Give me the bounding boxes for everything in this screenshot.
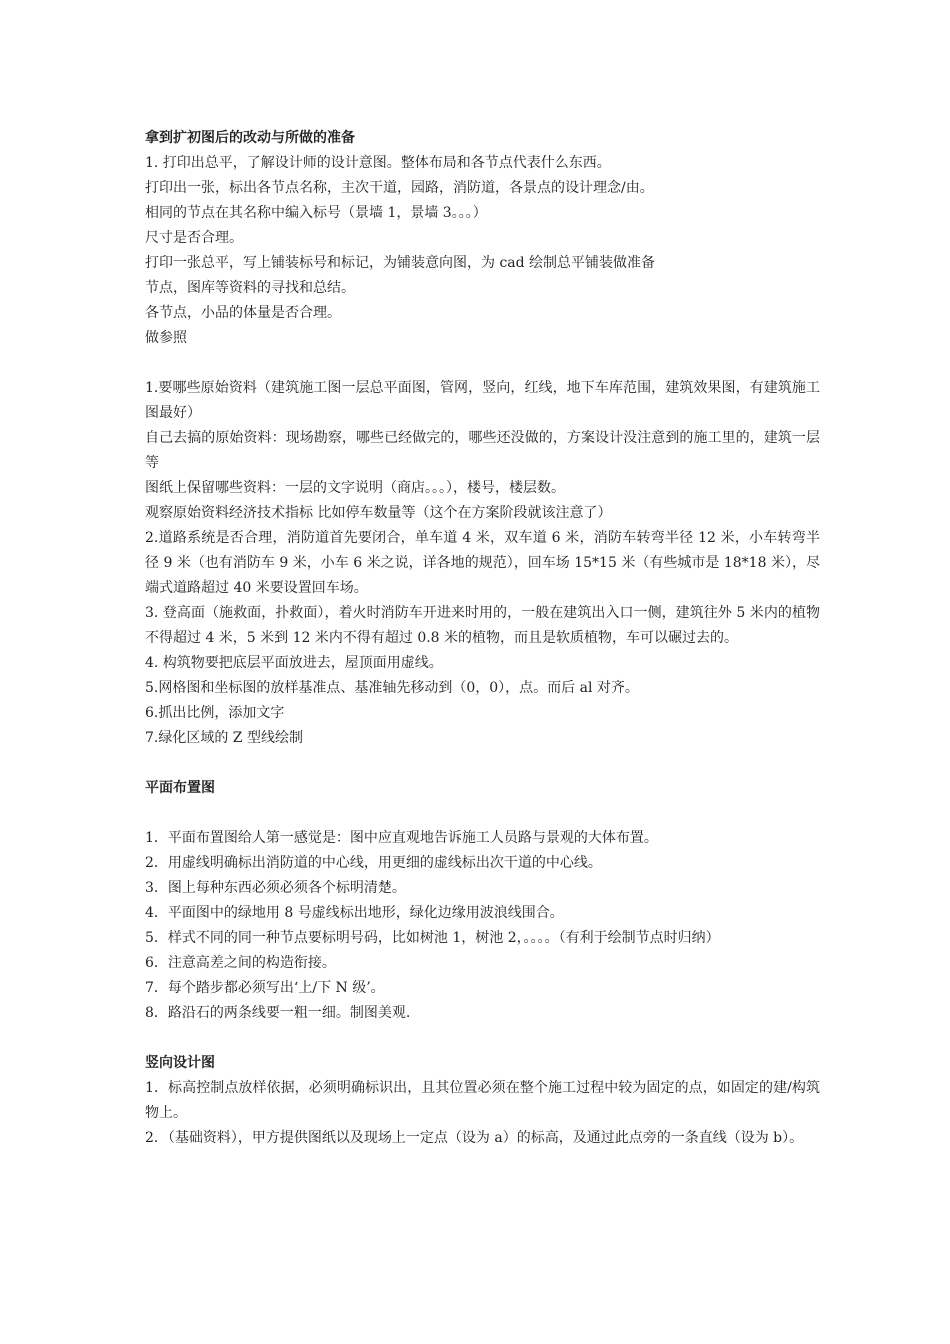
- paragraph-line: 6.抓出比例，添加文字: [145, 705, 285, 721]
- section-heading-layout-plan: 平面布置图: [145, 780, 215, 796]
- paragraph-line: 打印出一张，标出各节点名称，主次干道，园路，消防道，各景点的设计理念/由。: [145, 180, 654, 196]
- list-item: 2．用虚线明确标出消防道的中心线，用更细的虚线标出次干道的中心线。: [145, 855, 602, 871]
- list-item: 1．平面布置图给人第一感觉是：图中应直观地告诉施工人员路与景观的大体布置。: [145, 830, 658, 846]
- list-item: 6．注意高差之间的构造衔接。: [145, 955, 336, 971]
- paragraph-line: 相同的节点在其名称中编入标号（景墙 1，景墙 3。。。）: [145, 205, 487, 221]
- paragraph-line: 节点，图库等资料的寻找和总结。: [145, 280, 355, 296]
- paragraph-line: 7.绿化区域的 Z 型线绘制: [145, 730, 303, 746]
- blank-line: [145, 751, 820, 776]
- blank-line: [145, 801, 820, 826]
- section-heading-vertical-design: 竖向设计图: [145, 1055, 215, 1071]
- list-item: 3．图上每种东西必须必须各个标明清楚。: [145, 880, 406, 896]
- list-item: 7．每个踏步都必须写出‘上/下 N 级’。: [145, 980, 385, 996]
- blank-line: [145, 1026, 820, 1051]
- paragraph-line: 3. 登高面（施救面，扑救面），着火时消防车开进来时用的，一般在建筑出入口一侧，建筑往外 5 米内的植物不得超过 4 米，5 米到 12 米内不得有超过 0.8 米的植物，而且是软质植物，车可以碾过去的。: [145, 605, 820, 646]
- paragraph-line: 5.网格图和坐标图的放样基准点、基准轴先移动到（0，0），点。而后 al 对齐。: [145, 680, 639, 696]
- document-page: [145, 126, 820, 1151]
- blank-line: [145, 351, 820, 376]
- paragraph-line: 做参照: [145, 330, 187, 346]
- paragraph-line: 4. 构筑物要把底层平面放进去，屋顶面用虚线。: [145, 655, 443, 671]
- paragraph-line: 打印一张总平，写上铺装标号和标记，为铺装意向图，为 cad 绘制总平铺装做准备: [145, 255, 656, 271]
- paragraph-line: 自己去搞的原始资料：现场勘察，哪些已经做完的，哪些还没做的，方案设计没注意到的施工里的，建筑一层等: [145, 430, 820, 471]
- list-item: 2．（基础资料），甲方提供图纸以及现场上一定点（设为 a）的标高，及通过此点旁的一条直线（设为 b）。: [145, 1130, 804, 1146]
- paragraph-line: 尺寸是否合理。: [145, 230, 243, 246]
- list-item: 1．标高控制点放样依据，必须明确标识出，且其位置必须在整个施工过程中较为固定的点，如固定的建/构筑物上。: [145, 1080, 820, 1121]
- section-heading-preparation: 拿到扩初图后的改动与所做的准备: [145, 130, 355, 146]
- paragraph-line: 观察原始资料经济技术指标 比如停车数量等（这个在方案阶段就该注意了）: [145, 505, 612, 521]
- list-item: 4．平面图中的绿地用 8 号虚线标出地形，绿化边缘用波浪线围合。: [145, 905, 564, 921]
- paragraph-line: 各节点，小品的体量是否合理。: [145, 305, 341, 321]
- list-item: 5．样式不同的同一种节点要标明号码，比如树池 1，树池 2，。。。。（有利于绘制节点时归纳）: [145, 930, 720, 946]
- paragraph-line: 1.要哪些原始资料（建筑施工图一层总平面图，管网，竖向，红线，地下车库范围，建筑效果图，有建筑施工图最好）: [145, 380, 820, 421]
- paragraph-line: 图纸上保留哪些资料：一层的文字说明（商店。。。），楼号，楼层数。: [145, 480, 565, 496]
- paragraph-line: 2.道路系统是否合理，消防道首先要闭合，单车道 4 米，双车道 6 米，消防车转弯半径 12 米，小车转弯半径 9 米（也有消防车 9 米，小车 6 米之说，详各地的规范），回车场 15*15 米（有些城市是 18*18 米），尽端式道路超过 40 米要设置回车场。: [145, 530, 820, 596]
- list-item: 8．路沿石的两条线要一粗一细。制图美观.: [145, 1005, 411, 1021]
- paragraph-line: 1. 打印出总平，了解设计师的设计意图。整体布局和各节点代表什么东西。: [145, 155, 611, 171]
